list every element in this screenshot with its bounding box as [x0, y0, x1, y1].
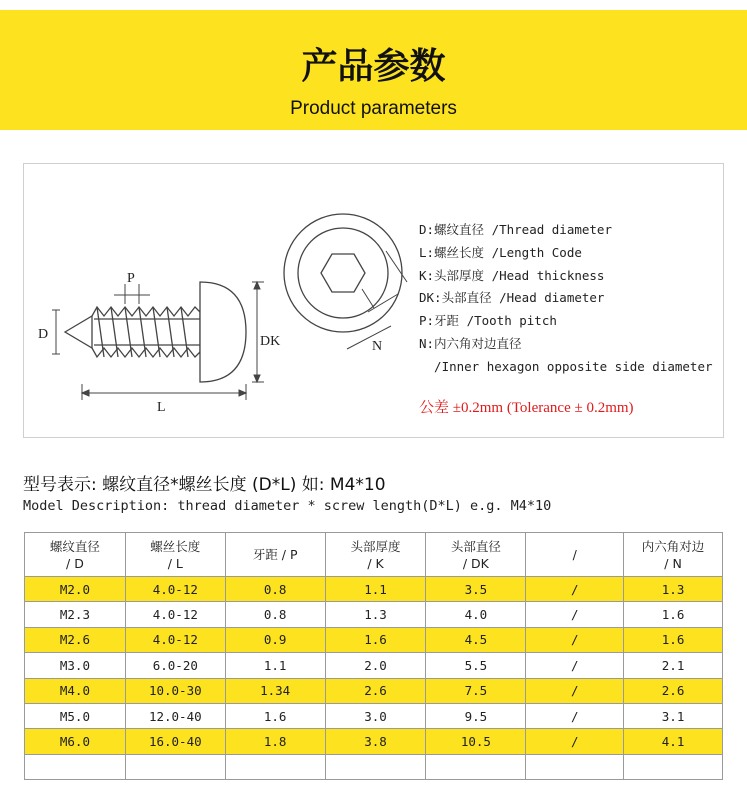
table-cell: 4.1 — [624, 729, 723, 754]
table-cell — [624, 754, 723, 779]
column-header — [125, 533, 225, 577]
table-cell: M3.0 — [25, 653, 126, 678]
legend-item: L:螺丝长度 /Length Code — [419, 244, 582, 260]
table-cell: 1.3 — [325, 602, 426, 627]
table-row — [25, 627, 723, 652]
table-cell: 1.6 — [325, 627, 426, 652]
table-cell: / — [526, 703, 624, 728]
table-cell — [426, 754, 526, 779]
page-title: 产品参数 — [301, 46, 446, 87]
table-cell: 0.8 — [225, 602, 325, 627]
table-cell — [325, 754, 426, 779]
front-view — [284, 214, 407, 349]
legend-item: P:牙距 /Tooth pitch — [419, 313, 557, 329]
table-row — [25, 678, 723, 703]
table-cell: 10.0-30 — [125, 678, 225, 703]
table-cell: 1.1 — [325, 577, 426, 602]
column-header-line: / L — [167, 555, 183, 571]
legend-item: /Inner hexagon opposite side diameter — [419, 358, 713, 374]
table-cell: / — [526, 602, 624, 627]
column-header-line: / K — [367, 555, 384, 571]
table-cell: 9.5 — [426, 703, 526, 728]
column-header — [526, 533, 624, 577]
table-cell: 1.6 — [225, 703, 325, 728]
table-cell: 4.0 — [426, 602, 526, 627]
table-cell: 2.1 — [624, 653, 723, 678]
column-header-line: / DK — [462, 555, 489, 571]
table-cell: 16.0-40 — [125, 729, 225, 754]
column-header — [624, 533, 723, 577]
table-cell: 2.0 — [325, 653, 426, 678]
spec-table — [24, 532, 723, 780]
table-row — [25, 653, 723, 678]
column-header-line: / — [572, 547, 577, 562]
table-row — [25, 703, 723, 728]
table-cell: 0.9 — [225, 627, 325, 652]
label-p: P — [127, 271, 135, 286]
column-header-line: 螺丝长度 — [150, 538, 201, 554]
table-cell: M2.0 — [25, 577, 126, 602]
table-cell: 1.6 — [624, 627, 723, 652]
table-cell — [125, 754, 225, 779]
column-header-line: 螺纹直径 — [49, 538, 100, 554]
legend — [419, 219, 713, 379]
table-cell: 4.0-12 — [125, 577, 225, 602]
table-row — [25, 602, 723, 627]
table-cell: / — [526, 653, 624, 678]
table-cell: M2.6 — [25, 627, 126, 652]
table-cell: 3.1 — [624, 703, 723, 728]
table-cell: 1.34 — [225, 678, 325, 703]
table-cell: 3.0 — [325, 703, 426, 728]
header-banner — [0, 10, 747, 130]
legend-item: DK:头部直径 /Head diameter — [419, 290, 605, 306]
table-cell: 7.5 — [426, 678, 526, 703]
table-cell: 2.6 — [624, 678, 723, 703]
column-header-line: 内六角对边 — [641, 538, 705, 554]
table-cell: 3.8 — [325, 729, 426, 754]
table-cell: M4.0 — [25, 678, 126, 703]
table-cell: 1.8 — [225, 729, 325, 754]
column-header-line: 牙距 / P — [252, 547, 298, 562]
screw-drawing — [65, 282, 246, 382]
label-l: L — [157, 400, 166, 415]
model-description-cn: 型号表示: 螺纹直径*螺丝长度 (D*L) 如: M4*10 — [23, 475, 386, 495]
table-cell: 10.5 — [426, 729, 526, 754]
table-cell: 4.5 — [426, 627, 526, 652]
tolerance-note: 公差 ±0.2mm (Tolerance ± 0.2mm) — [419, 400, 634, 416]
table-cell: / — [526, 627, 624, 652]
table-cell: 4.0-12 — [125, 602, 225, 627]
table-cell: 6.0-20 — [125, 653, 225, 678]
table-cell: 4.0-12 — [125, 627, 225, 652]
table-row — [25, 577, 723, 602]
table-cell: M2.3 — [25, 602, 126, 627]
table-cell: M6.0 — [25, 729, 126, 754]
legend-item: D:螺纹直径 /Thread diameter — [419, 222, 612, 237]
legend-item: N:内六角对边直径 — [419, 335, 522, 351]
table-cell: 2.6 — [325, 678, 426, 703]
label-n: N — [372, 339, 383, 354]
table-cell: 1.6 — [624, 602, 723, 627]
column-header — [426, 533, 526, 577]
table-header-row — [25, 533, 723, 577]
table-cell: M5.0 — [25, 703, 126, 728]
column-header — [225, 533, 325, 577]
column-header-line: / N — [664, 555, 682, 571]
table-cell: / — [526, 729, 624, 754]
table-cell: 1.3 — [624, 577, 723, 602]
column-header-line: 头部直径 — [450, 538, 501, 554]
table-body — [25, 577, 723, 780]
label-dk: DK — [260, 334, 281, 349]
table-row — [25, 754, 723, 779]
screw-diagram-panel — [23, 163, 724, 438]
column-header-line: 头部厚度 — [350, 538, 401, 554]
column-header — [325, 533, 426, 577]
label-d: D — [38, 327, 49, 342]
table-cell — [225, 754, 325, 779]
legend-item: K:头部厚度 /Head thickness — [419, 267, 605, 283]
page-subtitle: Product parameters — [290, 98, 457, 119]
table-cell: 3.5 — [426, 577, 526, 602]
table-cell — [526, 754, 624, 779]
model-description-en: Model Description: thread diameter * screw length(D*L) e.g. M4*10 — [23, 498, 552, 514]
table-cell: 0.8 — [225, 577, 325, 602]
table-cell: / — [526, 577, 624, 602]
table-cell — [25, 754, 126, 779]
column-header-line: / D — [66, 555, 84, 571]
table-row — [25, 729, 723, 754]
table-cell: 5.5 — [426, 653, 526, 678]
table-cell: 12.0-40 — [125, 703, 225, 728]
column-header — [25, 533, 126, 577]
table-cell: / — [526, 678, 624, 703]
table-cell: 1.1 — [225, 653, 325, 678]
